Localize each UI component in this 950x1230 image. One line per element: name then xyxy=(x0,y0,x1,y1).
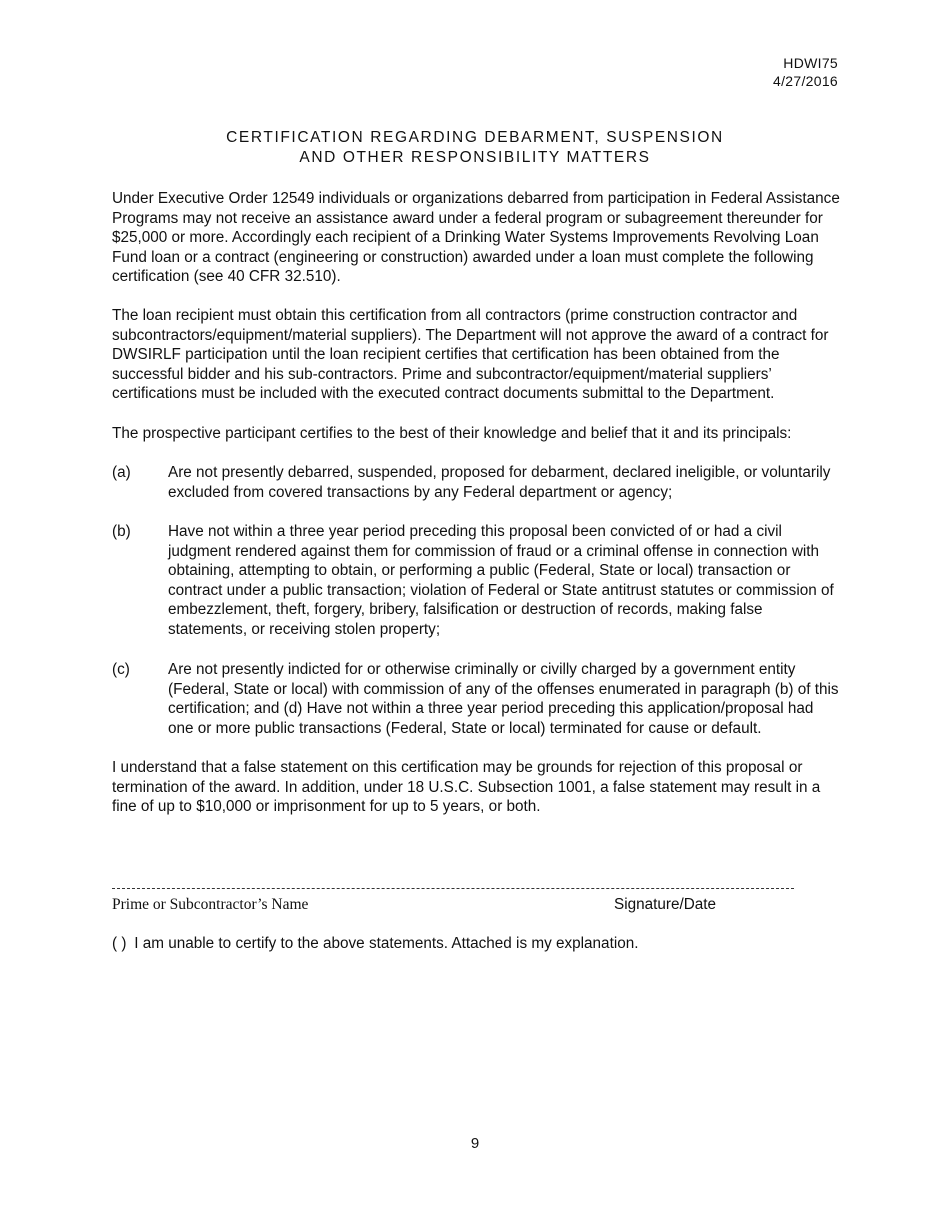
item-marker: (c) xyxy=(112,661,130,678)
title-line-1: CERTIFICATION REGARDING DEBARMENT, SUSPENSION xyxy=(226,129,724,146)
title-line-2: AND OTHER RESPONSIBILITY MATTERS xyxy=(299,149,651,166)
false-statement-paragraph: I understand that a false statement on this certification may be grounds for rejection of this proposal or termination of the award. In addition, under 18 U.S.C. Subsection 1001, a false statement may result in a fine of up to $10,000 or imprisonment for up to 5 years, or both. xyxy=(112,759,821,816)
intro-paragraph: Under Executive Order 12549 individuals or organizations debarred from participation in Federal Assistance Programs may not receive an assistance award under a federal program or subagreement thereunder for $25,000 or more. Accordingly each recipient of a Drinking Water Systems Improvements Revolving Loan Fund loan or a contract (engineering or construction) awarded under a loan must complete the following certification (see 40 CFR 32.510). xyxy=(112,190,840,286)
checkbox-parentheses: ( ) xyxy=(112,935,127,952)
form-date: 4/27/2016 xyxy=(773,73,838,89)
certifies-paragraph: The prospective participant certifies to the best of their knowledge and belief that it and its principals: xyxy=(112,425,792,442)
unable-text: I am unable to certify to the above statements. Attached is my explanation. xyxy=(134,935,639,952)
form-reference xyxy=(773,54,838,90)
item-text: Are not presently debarred, suspended, proposed for debarment, declared ineligible, or voluntarily excluded from covered transactions by any Federal department or agency; xyxy=(168,464,831,501)
item-marker: (b) xyxy=(112,523,131,540)
page-number: 9 xyxy=(470,1135,480,1152)
item-marker: (a) xyxy=(112,464,131,481)
unable-to-certify-option xyxy=(112,934,638,954)
signature-line[interactable] xyxy=(112,888,794,889)
contractor-name-label: Prime or Subcontractor’s Name xyxy=(112,896,309,913)
unable-checkbox[interactable] xyxy=(112,934,130,954)
form-id: HDWI75 xyxy=(783,55,838,71)
loan-recipient-paragraph: The loan recipient must obtain this certification from all contractors (prime construction contractor and subcontractors/equipment/material suppliers). The Department will not approve the award of a contract for DWSIRLF participation until the loan recipient certifies that certification has been obtained from the successful bidder and his sub-contractors. Prime and subcontractor/equipment/material suppliers’ certifications must be included with the executed contract documents submittal to the Department. xyxy=(112,307,829,403)
signature-date-label: Signature/Date xyxy=(614,896,717,913)
item-text: Have not within a three year period preceding this proposal been convicted of or had a civil judgment rendered against them for commission of fraud or a criminal offense in connection with obtaining, attempting to obtain, or performing a public (Federal, State or local) transaction or contract under a public transaction; violation of Federal or State antitrust statutes or commission of embezzlement, theft, forgery, bribery, falsification or destruction of records, making false statements, or receiving stolen property; xyxy=(168,523,834,638)
document-title xyxy=(0,128,950,168)
item-text: Are not presently indicted for or otherwise criminally or civilly charged by a government entity (Federal, State or local) with commission of any of the offenses enumerated in paragraph (b) of this certification; and (d) Have not within a three year period preceding this application/proposal had one or more public transactions (Federal, State or local) terminated for cause or default. xyxy=(168,661,839,737)
